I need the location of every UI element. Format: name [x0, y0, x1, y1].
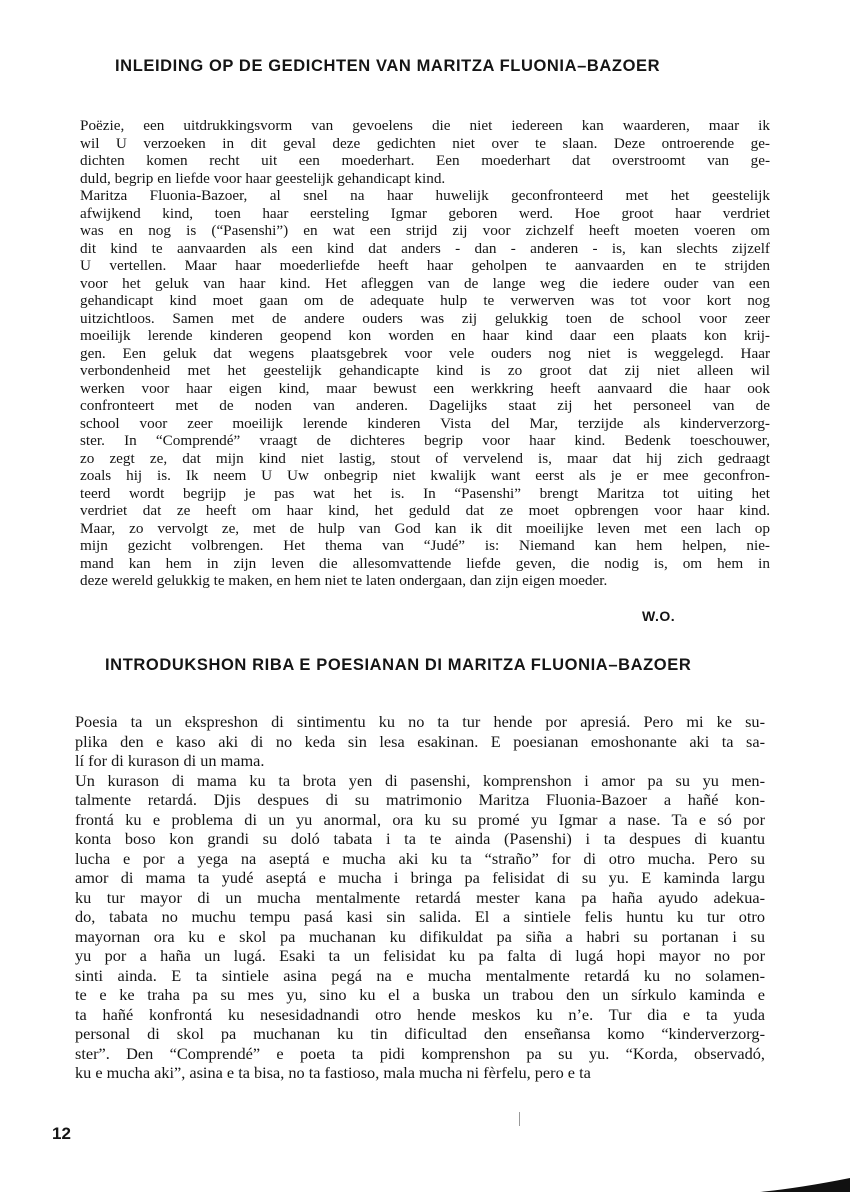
papiamentu-text-line: plika den e kaso aki di no keda sin lesa esakinan. E poesianan emoshonante aki ta sa- [75, 731, 765, 751]
papiamentu-text-line: sinti ainda. E ta sintiele asina pegá na e mucha mentalmente retardá ku no solamen- [75, 965, 765, 985]
dutch-text-line: afwijkend kind, toen haar eersteling Igmar geboren werd. Hoe groot haar verdriet [80, 204, 770, 222]
papiamentu-text-line: talmente retardá. Djis despues di su matrimonio Maritza Fluonia-Bazoer a hañé kon- [75, 790, 765, 809]
dutch-section-heading: INLEIDING OP DE GEDICHTEN VAN MARITZA FLUONIA–BAZOER [115, 57, 661, 75]
dutch-text-line: dit kind te aanvaarden als een kind dat anders - dan - anderen - is, kan slechts zijzelf [80, 239, 770, 257]
dutch-text-line: uitzichtloos. Samen met de andere ouders was zij gelukkig toen de school voor zeer [80, 309, 770, 327]
dutch-text-line: mijn gezicht volbrengen. Het thema van “Judé” is: Niemand kan hem helpen, nie- [80, 537, 770, 554]
dutch-text-line: gehandicapt kind moet gaan om de adequate hulp te verwerven was tot voor kort nog [80, 292, 770, 309]
dutch-text-line: werken voor haar eigen kind, maar bewust een werkkring heeft aanvaard die haar ook [80, 379, 770, 397]
dutch-text-line: school voor zeer moeilijk lerende kinderen Vista del Mar, terzijde als kinderverzorg- [80, 414, 770, 432]
dutch-text-line: verbondenheid met het geestelijk gehandicapte kind is zo groot dat zij niet alleen wil [80, 362, 770, 379]
dutch-text-line: Maritza Fluonia-Bazoer, al snel na haar huwelijk geconfronteerd met het geestelijk [80, 187, 770, 204]
dutch-text-line: deze wereld gelukkig te maken, en hem niet te laten ondergaan, dan zijn eigen moeder. [80, 572, 608, 589]
papiamentu-text-line: yu por a haña un lugá. Esaki ta un felisidat ku pa falta di lugá hopi mayor no por [75, 946, 765, 965]
papiamentu-introduction-text [75, 712, 765, 1083]
papiamentu-text-line: Poesia ta un ekspreshon di sintimentu ku no ta tur hende por apresiá. Pero mi ke su- [75, 712, 765, 731]
author-signature: W.O. [642, 608, 676, 624]
papiamentu-text-line: frontá ku e problema di un yu anormal, ora ku su promé yu Igmar a nase. Ta e só por [75, 809, 765, 829]
papiamentu-text-line: te e ke traha pa su mes yu, sino ku el a buska un trabou den un sírkulo kaminda e [75, 985, 765, 1004]
scan-artifact-line [519, 1112, 520, 1126]
papiamentu-text-line: ta hañé konfrontá ku nesesidadnandi otro hende meskos ku n’e. Tur dia e ta yuda [75, 1004, 765, 1024]
papiamentu-text-line: lucha e por a yega na aseptá e mucha aki ku ta “straño” for di otro mucha. Pero su [75, 848, 765, 868]
dutch-text-line: moeilijk lerende kinderen geopend kon worden en haar kind daar een plaats kon krij- [80, 327, 770, 344]
dutch-introduction-text [80, 117, 770, 590]
dutch-text-line: Poëzie, een uitdrukkingsvorm van gevoelens die niet iedereen kan waarderen, maar ik [80, 117, 770, 134]
dutch-text-line: wil U verzoeken in dit geval deze gedichten niet over te slaan. Deze ontroerende ge- [80, 134, 770, 152]
dutch-text-line: dichten komen recht uit een moederhart. Een moederhart dat overstroomt van ge- [80, 152, 770, 169]
papiamentu-text-line: ster”. Den “Comprendé” e poeta ta pidi komprenshon pa su yu. “Korda, observadó, [75, 1043, 765, 1063]
papiamentu-text-line: do, tabata no muchu tempu pasá kasi sin salida. El a sintiele felis huntu ku tur otro [75, 907, 765, 926]
dutch-text-line: confronteert met de noden van anderen. Dagelijks staat zij het personeel van de [80, 397, 770, 414]
papiamentu-section-heading: INTRODUKSHON RIBA E POESIANAN DI MARITZA FLUONIA–BAZOER [105, 656, 692, 674]
papiamentu-text-line: ku tur mayor di un mucha mentalmente retardá mester kana pa haña ayudo adekua- [75, 887, 765, 907]
dutch-text-line: duld, begrip en liefde voor haar geestelijk gehandicapt kind. [80, 169, 446, 187]
papiamentu-text-line: konta boso kon grandi su doló tabata i ta te ainda (Pasenshi) i ta despues di kuantu [75, 829, 765, 848]
dutch-text-line: voor het geluk van haar kind. Het afleggen van de lange weg die iedere ouder van een [80, 274, 770, 292]
dutch-text-line: mand kan hem in zijn leven die allesomvattende liefde geven, die nodig is, om hem in [80, 554, 770, 572]
papiamentu-text-line: Un kurason di mama ku ta brota yen di pasenshi, komprenshon i amor pa su yu men- [75, 770, 765, 790]
dutch-text-line: was en nog is (“Pasenshi”) en wat een strijd zij voor zichzelf heeft moeten voeren om [80, 222, 770, 239]
papiamentu-text-line: ku e mucha aki”, asina e ta bisa, no ta fastioso, mala mucha ni fèrfelu, pero e ta [75, 1063, 591, 1082]
papiamentu-text-line: lí for di kurason di un mama. [75, 751, 265, 770]
dutch-text-line: teerd wordt begrijp je pas wat het is. In “Pasenshi” brengt Maritza tot uiting het [80, 484, 770, 502]
dutch-text-line: Maar, zo vervolgt ze, met de hulp van God kan ik dit moeilijke leven met een lach op [80, 519, 770, 537]
dutch-text-line: verdriet dat ze heeft om haar kind, het geduld dat ze moet opbrengen voor haar kind. [80, 502, 770, 519]
dutch-text-line: U vertellen. Maar haar moederliefde heeft haar geholpen te aanvaarden en te strijden [80, 257, 770, 274]
dutch-text-line: zo zegt ze, dat mijn kind niet lastig, stout of vervelend is, maar dat hij zich gedraagt [80, 449, 770, 467]
scan-artifact-shadow [760, 1178, 850, 1192]
papiamentu-text-line: personal di skol pa muchanan ku tin dificultad den enseñansa komo “kinderverzorg- [75, 1024, 765, 1043]
dutch-text-line: gen. Een geluk dat wegens plaatsgebrek voor vele ouders nog niet is weggelegd. Haar [80, 344, 770, 362]
dutch-text-line: ster. In “Comprendé” vraagt de dichteres begrip voor haar kind. Bedenk toeschouwer, [80, 432, 770, 449]
dutch-text-line: zoals hij is. Ik neem U Uw onbegrip niet kwalijk want eerst als je er mee geconfron- [80, 467, 770, 484]
page-number: 12 [52, 1124, 71, 1143]
papiamentu-text-line: amor di mama ta yudé aseptá e mucha i bringa pa felisidat di su yu. E kaminda largu [75, 868, 765, 887]
papiamentu-text-line: mayornan ora ku e skol pa muchanan ku difikuldat pa siña a habri su portanan i su [75, 926, 765, 946]
